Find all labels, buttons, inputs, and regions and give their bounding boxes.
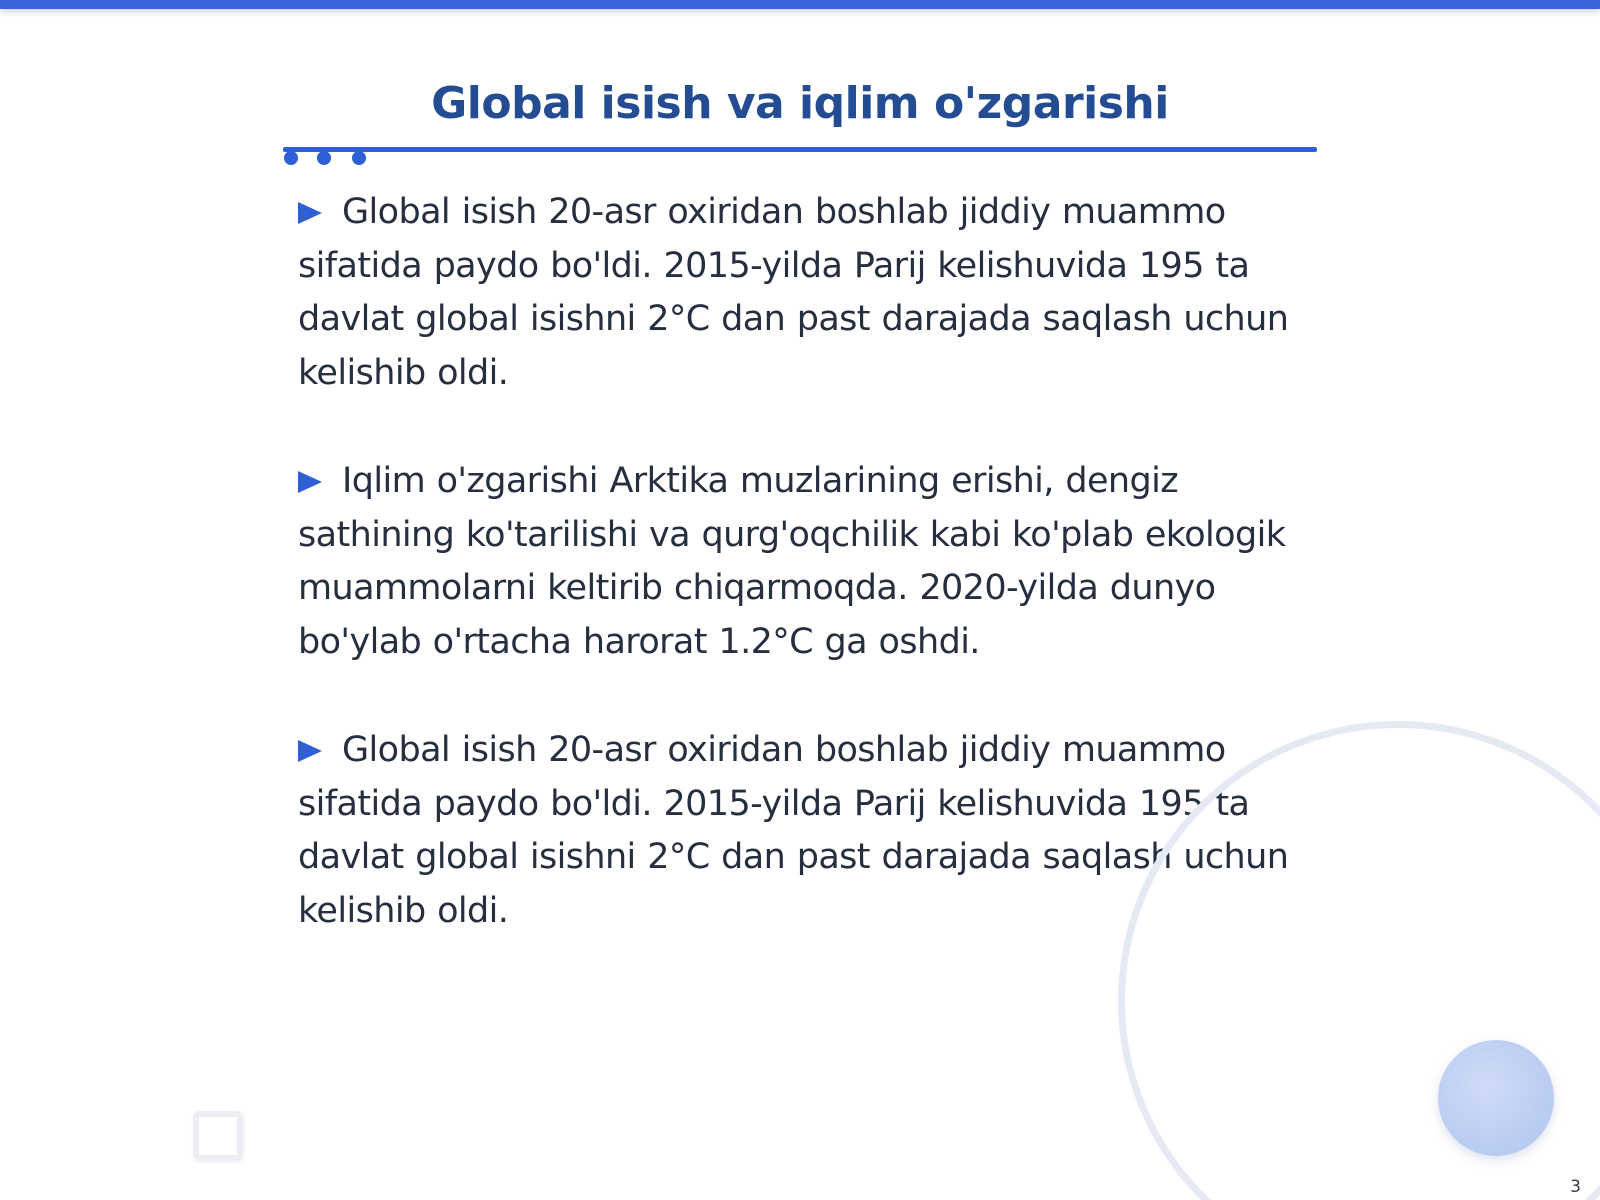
bullet-text: Global isish 20-asr oxiridan boshlab jiddiy muammo sifatida paydo bo'ldi. 2015-yilda Parij kelishuvida 195 ta davlat global isishni 2°C dan past darajada saqlash uchun kelishib oldi. [298,730,1289,931]
decorative-circle [1438,1040,1554,1156]
triangle-right-icon [298,740,322,762]
decorative-square [193,1111,243,1161]
dot-icon [284,151,298,165]
top-accent-bar [0,0,1600,9]
bullet-item [298,186,1328,400]
page-number: 3 [1570,1177,1581,1197]
title-underline [283,147,1317,152]
dot-icon [352,151,366,165]
dot-icon [317,151,331,165]
decorative-dots [284,151,374,165]
bullet-item [298,455,1328,669]
bullet-text: Global isish 20-asr oxiridan boshlab jiddiy muammo sifatida paydo bo'ldi. 2015-yilda Parij kelishuvida 195 ta davlat global isishni 2°C dan past darajada saqlash uchun kelishib oldi. [298,192,1289,393]
triangle-right-icon [298,471,322,493]
triangle-right-icon [298,202,322,224]
slide-title: Global isish va iqlim o'zgarishi [431,78,1169,129]
bullet-text: Iqlim o'zgarishi Arktika muzlarining erishi, dengiz sathining ko'tarilishi va qurg'oqchilik kabi ko'plab ekologik muammolarni keltirib chiqarmoqda. 2020-yilda dunyo bo'ylab o'rtacha harorat 1.2°C ga oshdi. [298,461,1286,662]
